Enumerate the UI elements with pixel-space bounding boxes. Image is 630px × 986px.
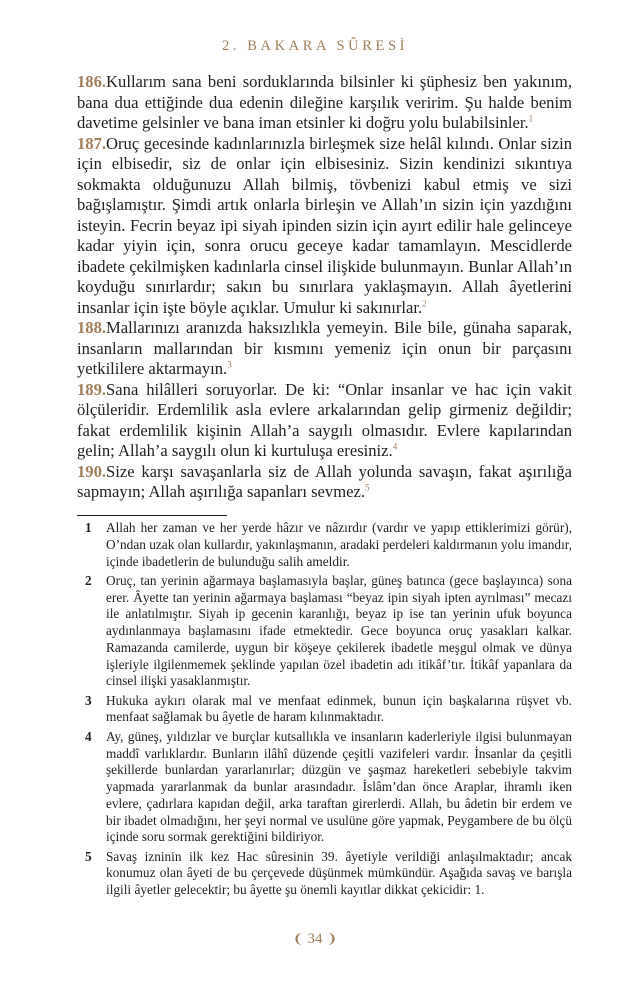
footnote-number: 2 [85,572,92,588]
footnote-ref[interactable]: 5 [365,482,370,493]
footnote-number: 4 [85,728,92,744]
left-ornament-icon: ❨ [292,931,304,946]
verse-number: 186. [77,72,107,91]
footnote-text: Hukuka aykırı olarak mal ve menfaat edinmek, bunun için başkalarına rüşvet vb. menfaat sağlamak bu âyetle de haram kılınmaktadır. [106,692,572,725]
footnote-3 [77,693,572,727]
verse-number: 187. [77,133,107,153]
footnote-1 [77,520,572,570]
verse-187 [77,134,572,319]
footnote-text: Savaş izninin ilk kez Hac sûresinin 39. âyetiyle verildiği anlaşılmaktadır; ancak konumuz olan âyeti de bu çerçevede düşünmek mümkündür. Aşağıda savaş ve barışla ilgili âyetler gelecektir; bu âyette şu önemli kayıtlar dikkat çekicidir: 1. [106,848,572,898]
right-ornament-icon: ❩ [326,931,338,946]
verse-number: 190. [77,461,107,481]
verse-text: Oruç gecesinde kadınlarınızla birleşmek size helâl kılındı. Onlar sizin için elbisedir, siz de onlar için elbisesiniz. Sizin kendinizi sıkıntıya sokmakta olduğunuzu Allah bilmiş, tövbenizi kabul etmiş ve sizi bağışlamıştır. Şimdi artık onlarla birleşin ve Allah’ın sizin için yazdığını isteyin. Fecrin beyaz ipi siyah ipinden sizin için ayırt edilir hale gelinceye kadar yiyin için, sonra orucu geceye kadar tamamlayın. Mescidlerde ibadete çekilmişken kadınlarla cinsel ilişkide bulunmayın. Bunlar Allah’ın koyduğu sınırlardır; sakın bu sınırlara yaklaşmayın. Allah âyetlerini insanlar için işte böyle açıklar. Umulur ki sakınırlar. [77,133,572,317]
verse-text: Size karşı savaşanlarla siz de Allah yolunda savaşın, fakat aşırılığa sapmayın; Allah aşırılığa sapanları sevmez. [77,461,572,501]
verse-text: Sana hilâlleri soruyorlar. De ki: “Onlar insanlar ve hac için vakit ölçüleridir. Erdemlilik asla evlere arkalarından gelip girmeniz değildir; fakat erdemlilik kişinin Allah’a saygılı olmasıdır. Evlere kapılarından gelin; Allah’a saygılı olun ki kurtuluşa eresiniz. [77,379,572,460]
page-number: 34 [307,931,323,947]
footnote-text: Ay, güneş, yıldızlar ve burçlar kutsallıkla ve insanların kaderleriyle ilgisi bulunmayan maddî varlıklardır. Bunların ilâhî düzende çeşitli vazifeleri vardır. İnsanlar da çeşitli şekillerde bunlardan yararlanırlar; düzgün ve şaşmaz hareketleri sebebiyle takvim yapmada yararlanmak da bunlar arasındadır. İslâm’dan önce Araplar, ihramlı iken evlere, çadırlara kapıdan değil, arka taraftan girerlerdi. Allah, bu âdetin bir erdem ve bir ibadet olmadığını, her şeyi normal ve usulüne göre yapmak, Peygambere de bu ölçü içinde soru sormak gerektiğini bildiriyor. [106,728,572,845]
footnote-ref[interactable]: 4 [392,441,398,452]
verse-189 [77,380,572,462]
page-number-footer [0,931,630,948]
footnote-ref[interactable]: 2 [422,297,427,308]
footnote-5 [77,849,572,899]
verse-text: Mallarınızı aranızda haksızlıkla yemeyin. Bile bile, günaha saparak, insanların mallarından bir kısmını yemeniz için onun bir parçasını yetkililere aktarmayın. [77,318,572,378]
footnote-4 [77,729,572,846]
footnote-number: 1 [85,520,92,535]
footnote-text: Allah her zaman ve her yerde hâzır ve nâzırdır (vardır ve yapıp ettiklerimizi görür), O’ndan uzak olan kullardır, yakınlaşmanın, aradaki perdeleri kaldırmanın yolu imandır, içinde ibadetlerin de bulunduğu salih ameldir. [106,520,572,569]
footnote-2 [77,573,572,690]
footnote-divider [77,515,227,516]
running-header: 2. BAKARA SÛRESİ [221,38,409,54]
verse-text-block [77,72,572,503]
verse-number: 188. [77,318,107,337]
verse-number: 189. [77,379,107,399]
footnote-number: 3 [85,692,92,708]
footnote-ref[interactable]: 1 [528,113,534,124]
footnote-ref[interactable]: 3 [227,359,232,370]
verse-text: Kullarım sana beni sorduklarında bilsinler ki şüphesiz ben yakınım, bana dua ettiğinde dua edenin dileğine karşılık veririm. Şu halde benim davetime gelsinler ve bana iman etsinler ki doğru yolu bulabilsinler. [77,72,572,132]
verse-186 [77,72,572,134]
verse-190 [77,462,572,503]
footnote-text: Oruç, tan yerinin ağarmaya başlamasıyla başlar, güneş batınca (gece başlayınca) sona erer. Âyette tan yerinin ağarmaya başlaması “beyaz ipin siyah ipten ayrılması” mecazı ile anlatılmıştır. Siyah ip gecenin karanlığı, beyaz ip ise tan yerinin ufuk boyunca aydınlanmaya başlamasını ifade etmektedir. Gece boyunca oruç yasakları kalkar. Ramazanda camilerde, uygun bir köşeye çekilerek ibadetle meşgul olmak ve dünya işleriyle ilgilenmemek şeklinde yapılan özel ibadetin adı itikâf’tır. İtikâf yapanlara da cinsel ilişki yasaklanmıştır. [106,572,572,689]
verse-188 [77,318,572,380]
footnote-number: 5 [85,848,92,864]
footnotes [77,520,572,901]
